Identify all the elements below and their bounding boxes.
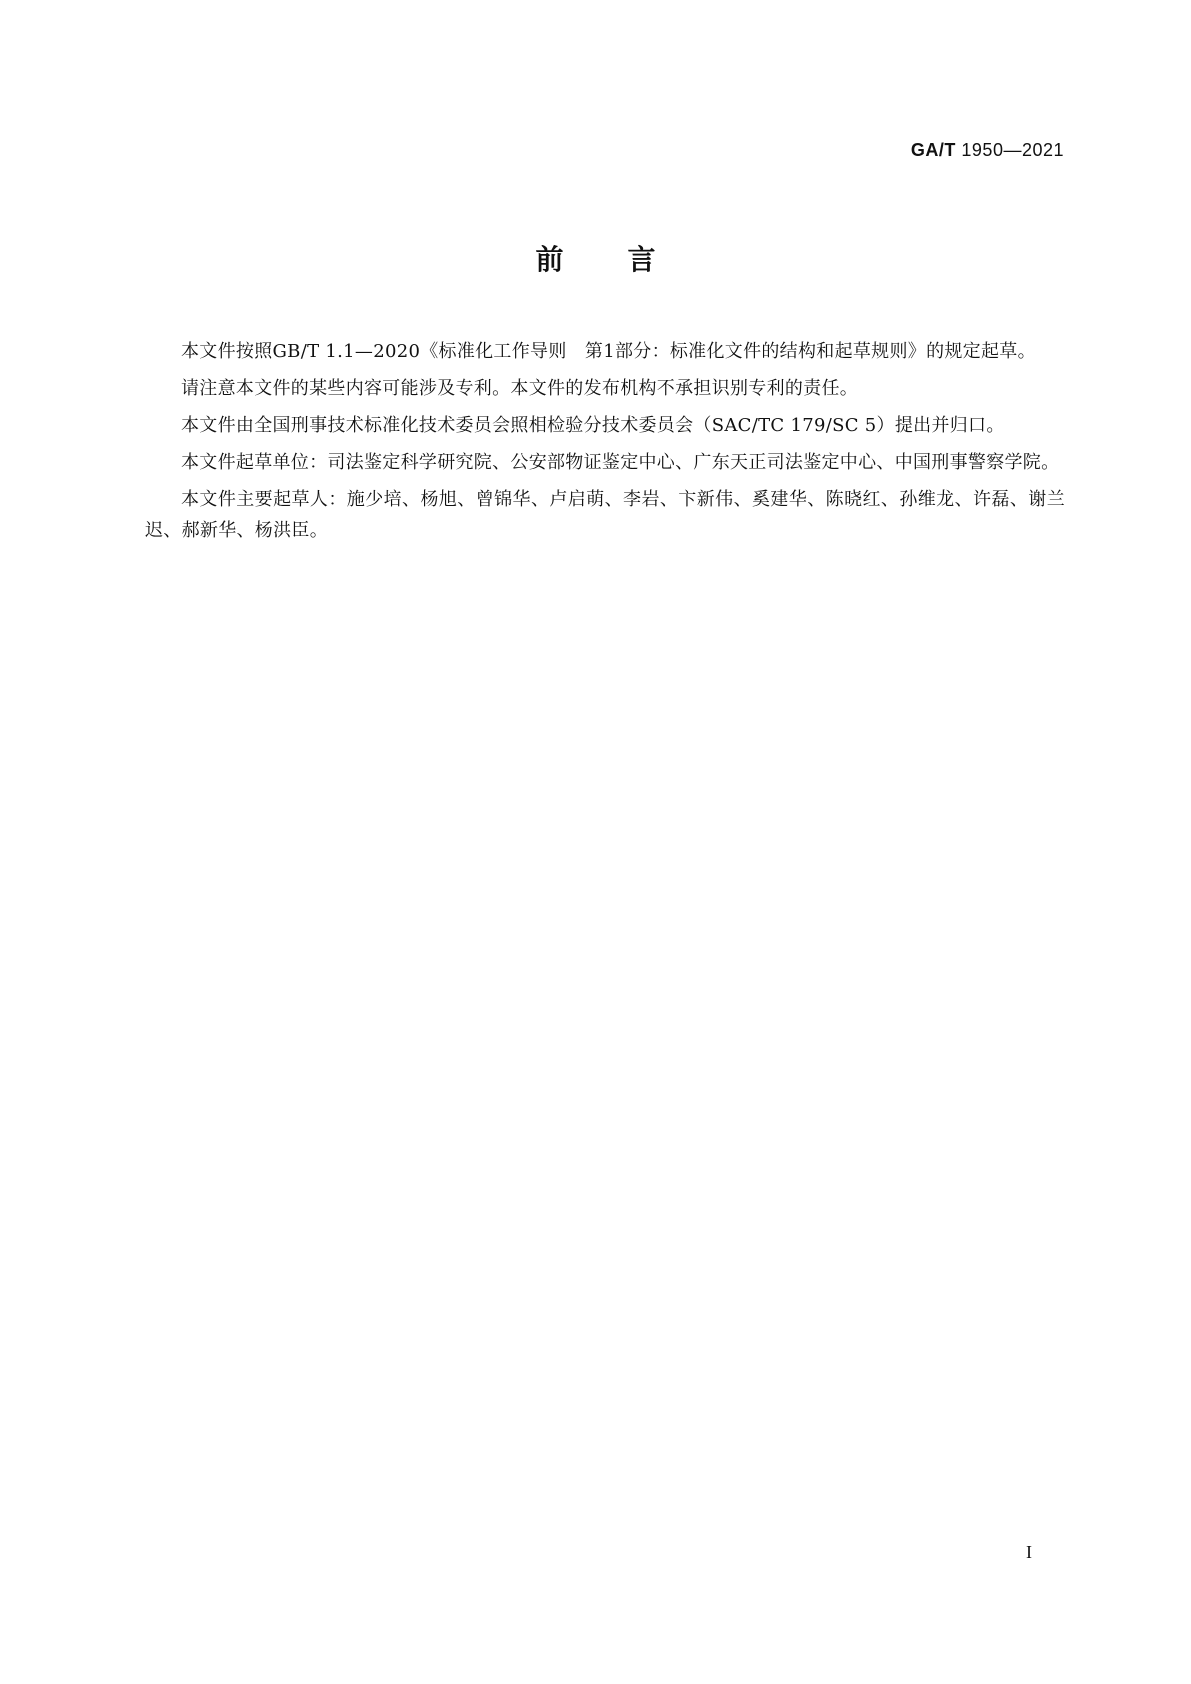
- paragraph-drafting-units: 本文件起草单位：司法鉴定科学研究院、公安部物证鉴定中心、广东天正司法鉴定中心、中国刑事警察学院。: [181, 452, 1060, 473]
- standard-code: [911, 140, 1064, 161]
- paragraph-drafters: 本文件主要起草人：施少培、杨旭、曾锦华、卢启萌、李岩、卞新伟、奚建华、陈晓红、孙维龙、许磊、谢兰迟、郝新华、杨洪臣。: [145, 489, 1065, 541]
- paragraph-proposer: 本文件由全国刑事技术标准化技术委员会照相检验分技术委员会（SAC/TC 179/SC 5）提出并归口。: [181, 415, 1005, 436]
- page-number: I: [1026, 1542, 1032, 1562]
- standard-code-prefix: GA/T: [910, 140, 956, 160]
- paragraph-drafting-rules: 本文件按照GB/T 1.1—2020《标准化工作导则 第1部分：标准化文件的结构和起草规则》的规定起草。: [181, 341, 1036, 362]
- page-title: 前言: [535, 243, 720, 276]
- foreword-body: [145, 336, 1065, 552]
- paragraph-patent-notice: 请注意本文件的某些内容可能涉及专利。本文件的发布机构不承担识别专利的责任。: [181, 378, 859, 399]
- standard-code-number: 1950—2021: [961, 140, 1064, 160]
